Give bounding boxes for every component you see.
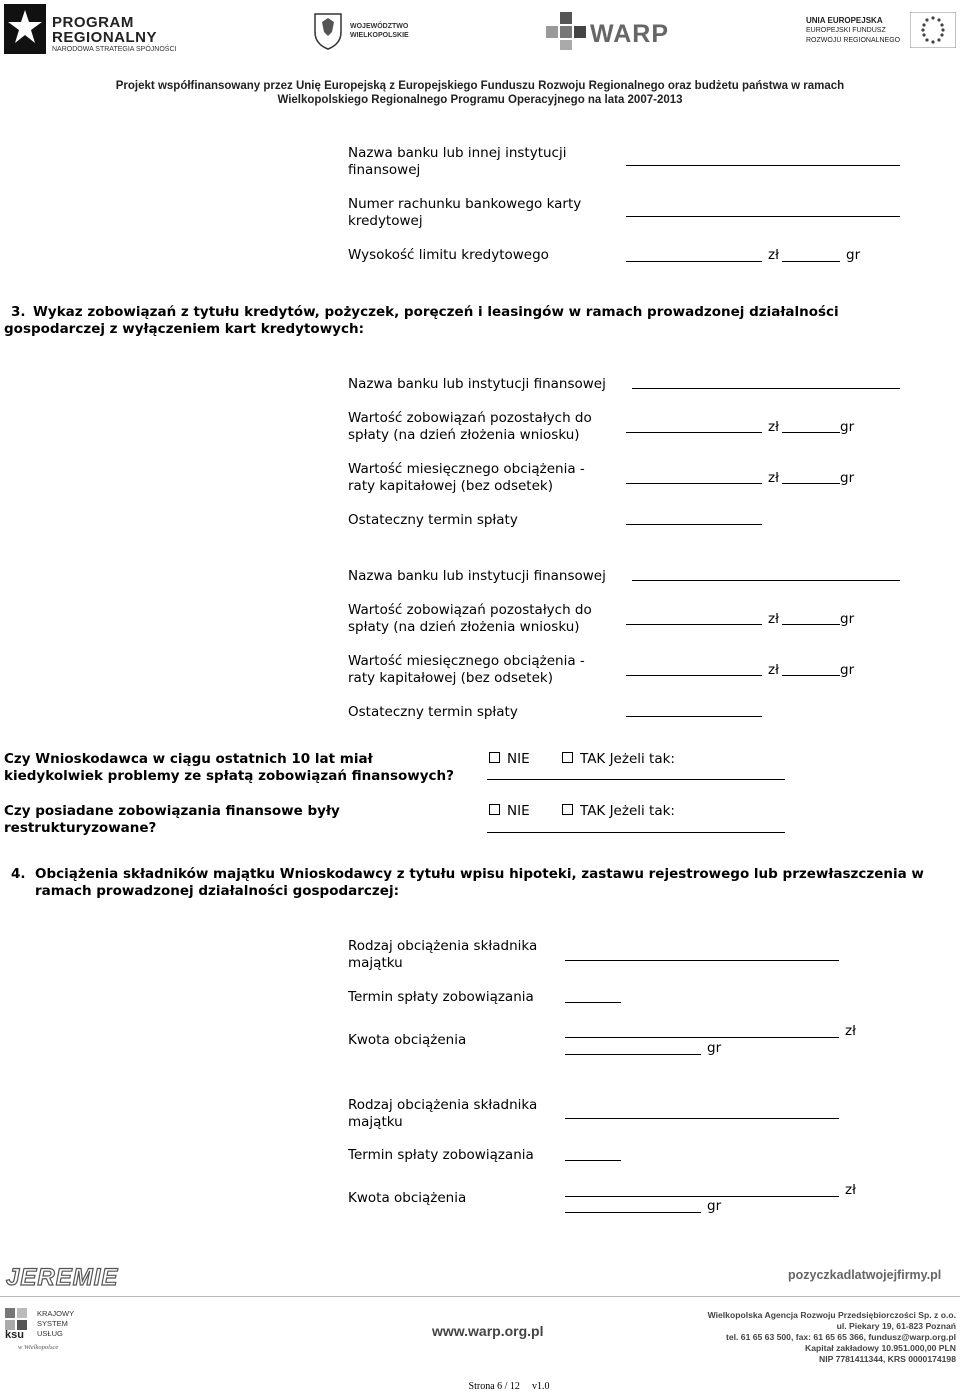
final-term-label: Ostateczny termin spłaty — [348, 512, 518, 528]
gr-unit: gr — [840, 611, 855, 627]
warp-logo — [546, 12, 676, 52]
bank-name-label: Nazwa banku lub innej instytucji finansowej — [348, 145, 567, 178]
section-4-number: 4. — [11, 866, 26, 882]
section-3-title: Wykaz zobowiązań z tytułu kredytów, pożyczek, poręczeń i leasingów w ramach prowadzonej działalności gospodarczej z wyłączeniem kart kredytowych: — [4, 304, 839, 337]
q2-yes-option[interactable] — [562, 803, 675, 820]
remaining-value-label: Wartość zobowiązań pozostałych do spłaty (na dzień złożenia wniosku) — [348, 410, 592, 443]
gr-unit: gr — [707, 1198, 722, 1214]
wojewodztwo-logo — [313, 12, 423, 52]
encumbrance-type-label: Rodzaj obciążenia składnika majątku — [348, 938, 538, 971]
question-restructured: Czy posiadane zobowiązania finansowe były restrukturyzowane? — [4, 803, 340, 836]
card-account-label: Numer rachunku bankowego karty kredytowej — [348, 196, 582, 229]
bank-name-field[interactable] — [626, 165, 900, 166]
program-line3: NARODOWA STRATEGIA SPÓJNOŚCI — [52, 46, 177, 53]
jeremie-logo: JEREMIE — [6, 1264, 119, 1291]
yes-label: TAK Jeżeli tak: — [580, 751, 675, 767]
bank-name-field[interactable] — [632, 580, 900, 581]
version-label: v1.0 — [531, 1381, 550, 1392]
warp-text: WARP — [590, 20, 669, 48]
ksu-logo — [4, 1307, 94, 1357]
gr-unit: gr — [840, 470, 855, 486]
no-label: NIE — [507, 803, 530, 819]
ue-line2: EUROPEJSKI FUNDUSZ — [806, 27, 886, 34]
question-repayment-problems: Czy Wnioskodawca w ciągu ostatnich 10 lat miał kiedykolwiek problemy ze spłatą zobowiązań finansowych? — [4, 751, 455, 784]
encumbrance-type-field[interactable] — [565, 960, 839, 961]
q2-details-field[interactable] — [487, 832, 785, 833]
monthly-zl-field[interactable] — [626, 483, 762, 484]
zl-unit: zł — [768, 247, 779, 263]
monthly-value-label: Wartość miesięcznego obciążenia - raty kapitałowej (bez odsetek) — [348, 653, 585, 686]
woj-line1: WOJEWÓDZTWO — [350, 23, 409, 30]
agency-capital: Kapitał zakładowy 10.951.000,00 PLN — [805, 1343, 956, 1353]
ue-line1: UNIA EUROPEJSKA — [806, 16, 883, 25]
amount-gr-field[interactable] — [565, 1054, 701, 1055]
bank-name-label: Nazwa banku lub instytucji finansowej — [348, 376, 606, 392]
section-4-title: Obciążenia składników majątku Wnioskodawcy z tytułu wpisu hipoteki, zastawu rejestrowego lub przewłaszczenia w ramach prowadzonej działalności gospodarczej: — [35, 866, 924, 899]
woj-line2: WIELKOPOLSKIE — [350, 32, 409, 39]
credit-limit-gr-field[interactable] — [782, 261, 840, 262]
agency-info — [700, 1310, 956, 1365]
coat-of-arms-icon — [313, 12, 343, 50]
gr-unit: gr — [840, 419, 855, 435]
warp-url[interactable]: www.warp.org.pl — [432, 1323, 544, 1339]
program-line1: PROGRAM — [52, 14, 134, 31]
remaining-zl-field[interactable] — [626, 624, 762, 625]
ksu-line3: USŁUG — [37, 1329, 63, 1338]
zl-unit: zł — [768, 419, 779, 435]
warp-mark-icon — [546, 12, 586, 50]
remaining-gr-field[interactable] — [782, 624, 840, 625]
ksu-mark-text: ksu — [5, 1329, 24, 1341]
repayment-term-field[interactable] — [565, 1160, 621, 1161]
remaining-value-label: Wartość zobowiązań pozostałych do spłaty (na dzień złożenia wniosku) — [348, 602, 592, 635]
checkbox-icon[interactable] — [562, 804, 573, 815]
remaining-zl-field[interactable] — [626, 432, 762, 433]
monthly-zl-field[interactable] — [626, 675, 762, 676]
q2-no-option[interactable] — [489, 803, 530, 820]
checkbox-icon[interactable] — [489, 804, 500, 815]
zl-unit: zł — [768, 470, 779, 486]
gr-unit: gr — [846, 247, 861, 263]
amount-zl-field[interactable] — [565, 1037, 839, 1038]
ksu-line2: SYSTEM — [37, 1319, 68, 1328]
program-line2: REGIONALNY — [52, 29, 158, 46]
encumbrance-amount-label: Kwota obciążenia — [348, 1032, 467, 1048]
card-account-field[interactable] — [626, 216, 900, 217]
pozyczka-logo: pozyczkadlatwojejfirmy.pl — [788, 1268, 942, 1282]
gr-unit: gr — [840, 662, 855, 678]
repayment-term-label: Termin spłaty zobowiązania — [348, 1147, 534, 1163]
cofinancing-line1: Projekt współfinansowany przez Unię Europejską z Europejskiego Funduszu Rozwoju Regionalnego oraz budżetu państwa w ramach — [115, 80, 845, 92]
monthly-value-label: Wartość miesięcznego obciążenia - raty kapitałowej (bez odsetek) — [348, 461, 585, 494]
q1-yes-option[interactable] — [562, 751, 675, 768]
repayment-term-field[interactable] — [565, 1002, 621, 1003]
ue-logo — [806, 12, 956, 52]
encumbrance-amount-label: Kwota obciążenia — [348, 1190, 467, 1206]
yes-label: TAK Jeżeli tak: — [580, 803, 675, 819]
ue-line3: ROZWOJU REGIONALNEGO — [806, 37, 901, 44]
eu-flag-icon — [910, 12, 956, 48]
ksu-line1: KRAJOWY — [37, 1309, 75, 1318]
checkbox-icon[interactable] — [562, 752, 573, 763]
footer-divider — [0, 1296, 960, 1297]
agency-contact: tel. 61 65 63 500, fax: 61 65 65 366, fundusz@warp.org.pl — [725, 1332, 956, 1342]
credit-limit-label: Wysokość limitu kredytowego — [348, 247, 549, 263]
section-3-number: 3. — [11, 304, 26, 320]
zl-unit: zł — [845, 1182, 856, 1198]
agency-address: ul. Piekary 19, 61-823 Poznań — [836, 1321, 956, 1331]
encumbrance-type-label: Rodzaj obciążenia składnika majątku — [348, 1097, 538, 1130]
page-label: Strona 6 / 12 — [468, 1381, 520, 1392]
repayment-term-label: Termin spłaty zobowiązania — [348, 989, 534, 1005]
bank-name-label: Nazwa banku lub instytucji finansowej — [348, 568, 606, 584]
program-regionalny-logo — [4, 4, 184, 56]
amount-zl-field[interactable] — [565, 1196, 839, 1197]
zl-unit: zł — [768, 662, 779, 678]
q1-details-field[interactable] — [487, 779, 785, 780]
page-number — [0, 1381, 960, 1392]
final-term-field[interactable] — [626, 716, 762, 717]
zl-unit: zł — [768, 611, 779, 627]
monthly-gr-field[interactable] — [782, 483, 840, 484]
final-term-field[interactable] — [626, 524, 762, 525]
agency-name: Wielkopolska Agencja Rozwoju Przedsiębiorczości Sp. z o.o. — [707, 1310, 956, 1320]
q1-no-option[interactable] — [489, 751, 530, 768]
bank-name-field[interactable] — [632, 388, 900, 389]
no-label: NIE — [507, 751, 530, 767]
encumbrance-type-field[interactable] — [565, 1118, 839, 1119]
cofinancing-line2: Wielkopolskiego Regionalnego Programu Operacyjnego na lata 2007-2013 — [277, 94, 683, 106]
checkbox-icon[interactable] — [489, 752, 500, 763]
star-mark-icon — [4, 4, 46, 54]
final-term-label: Ostateczny termin spłaty — [348, 704, 518, 720]
gr-unit: gr — [707, 1040, 722, 1056]
remaining-gr-field[interactable] — [782, 432, 840, 433]
zl-unit: zł — [845, 1023, 856, 1039]
monthly-gr-field[interactable] — [782, 675, 840, 676]
credit-limit-zl-field[interactable] — [626, 261, 762, 262]
amount-gr-field[interactable] — [565, 1212, 701, 1213]
ksu-sub: w Wielkopolsce — [18, 1344, 59, 1351]
agency-ids: NIP 7781411344, KRS 0000174198 — [819, 1354, 956, 1364]
